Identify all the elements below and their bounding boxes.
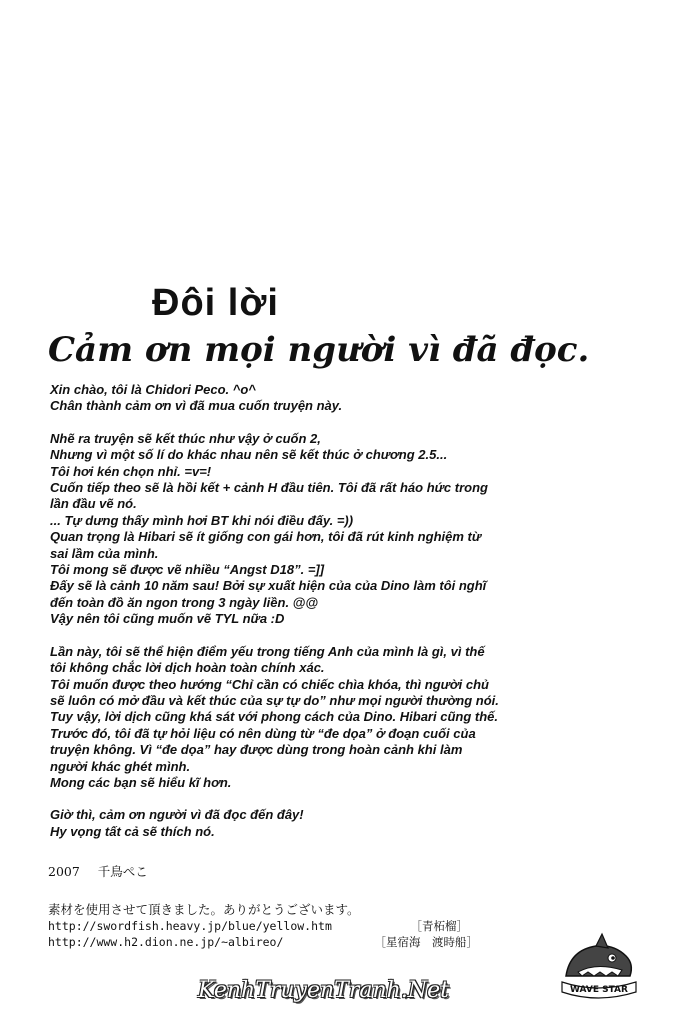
page-title: Đôi lời (152, 282, 279, 324)
text-line: Quan trọng là Hibari sẽ ít giống con gái hơn, tôi đã rút kinh nghiệm từ (50, 529, 482, 545)
text-line: Trước đó, tôi đã tự hỏi liệu có nên dùng từ “đe dọa” ở đoạn cuối của (50, 725, 476, 741)
watermark: KenhTruyenTranh.Net (198, 978, 449, 1003)
text-line: sai lầm của mình. (50, 545, 159, 561)
text-line: Cuốn tiếp theo sẽ là hồi kết + cảnh H đầu tiên. Tôi đã rất háo hức trong (50, 480, 488, 496)
text-line: lần đầu vẽ nó. (50, 496, 137, 512)
text-line: Vậy nên tôi cũng muốn vẽ TYL nữa :D (50, 611, 285, 627)
text-line: Giờ thì, cảm ơn người vì đã đọc đến đây! (50, 807, 304, 823)
text-line: Tôi mong sẽ được vẽ nhiều “Angst D18”. =]] (50, 562, 325, 578)
signature (48, 862, 148, 880)
credit-url[interactable]: http://www.h2.dion.ne.jp/~albireo/ (48, 935, 284, 949)
text-line: truyện không. Vì “đe dọa” hay được dùng trong hoàn cảnh khi làm (50, 742, 463, 758)
credit-row (48, 934, 478, 950)
paragraph-story (50, 431, 550, 628)
paragraph-closing (50, 807, 550, 840)
text-line: Xin chào, tôi là Chidori Peco. ^o^ (50, 382, 256, 397)
text-line: Tuy vậy, lời dịch cũng khá sát với phong cách của Dino. Hibari cũng thế. (50, 709, 498, 725)
afterword-body (50, 382, 550, 856)
credit-tag: ［星宿海 渡時船］ (374, 935, 478, 949)
paragraph-greeting (50, 382, 550, 415)
text-line: Lần này, tôi sẽ thể hiện điểm yếu trong tiếng Anh của mình là gì, vì thế (50, 643, 485, 659)
credits-heading: 素材を使用させて頂きました。ありがとうございます。 (48, 902, 360, 917)
credit-url[interactable]: http://swordfish.heavy.jp/blue/yellow.htm (48, 919, 332, 933)
text-line: Tôi hơi kén chọn nhỉ. =v=! (50, 463, 212, 479)
text-line: đến toàn đồ ăn ngon trong 3 ngày liền. @@ (50, 594, 319, 610)
paragraph-translation (50, 644, 550, 792)
text-line: Nhẽ ra truyện sẽ kết thúc như vậy ở cuốn 2, (50, 430, 321, 446)
text-line: Hy vọng tất cả sẽ thích nó. (50, 823, 215, 839)
text-line: Nhưng vì một số lí do khác nhau nên sẽ kết thúc ở chương 2.5... (50, 447, 448, 463)
credit-row (48, 918, 468, 934)
logo-text: WAVE STAR (570, 985, 628, 995)
text-line: Tôi muốn được theo hướng “Chỉ cần có chiếc chìa khóa, thì người chủ (50, 676, 489, 692)
signature-year: 2007 (48, 864, 80, 879)
credits-block (48, 902, 478, 950)
shark-logo-icon (556, 932, 640, 1004)
text-line: người khác ghét mình. (50, 758, 191, 774)
text-line: Đấy sẽ là cảnh 10 năm sau! Bởi sự xuất hiện của của Dino làm tôi nghĩ (50, 578, 487, 594)
text-line: ... Tự dưng thấy mình hơi BT khi nói điều đấy. =)) (50, 512, 354, 528)
page-subtitle: Cảm ơn mọi người vì đã đọc. (48, 330, 590, 370)
text-line: tôi không chắc lời dịch hoàn toàn chính xác. (50, 660, 325, 676)
text-line: sẽ luôn có mở đầu và kết thúc của sự tự do” như mọi người thường nói. (50, 692, 499, 708)
credit-tag: ［青柘榴］ (410, 919, 468, 933)
signature-name: 千鳥ぺこ (97, 864, 148, 879)
text-line: Mong các bạn sẽ hiểu kĩ hơn. (50, 774, 232, 790)
text-line: Chân thành cảm ơn vì đã mua cuốn truyện này. (50, 398, 343, 414)
